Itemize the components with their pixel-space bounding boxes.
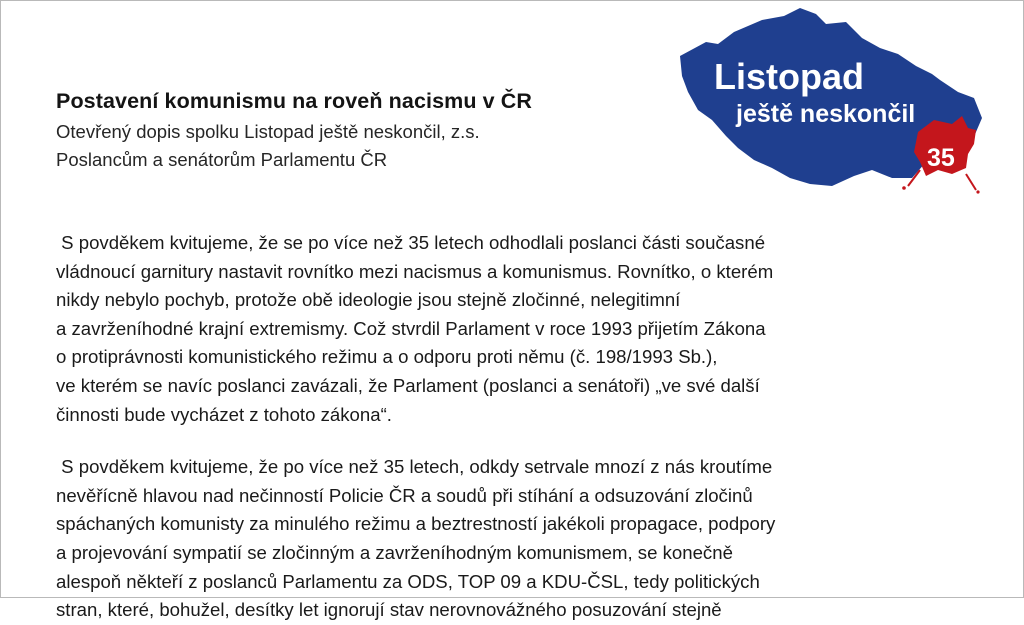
paragraph-2-line: alespoň někteří z poslanců Parlamentu za ODS, TOP 09 a KDU-ČSL, tedy politických [56, 570, 760, 592]
paragraph-1-line: vládnoucí garnitury nastavit rovnítko mezi nacismus a komunismus. Rovnítko, o kterém [56, 260, 774, 282]
logo-line-1: Listopad [714, 56, 864, 97]
logo-line-2: ještě neskončil [736, 100, 916, 128]
paragraph-gap [56, 429, 956, 453]
subtitle-line: Otevřený dopis spolku Listopad ještě neskončil, z.s. [56, 121, 480, 142]
subtitle-line: Poslancům a senátorům Parlamentu ČR [56, 149, 388, 170]
letter-body [56, 229, 956, 625]
page-title: Postavení komunismu na roveň nacismu v ČR [56, 89, 533, 113]
logo-badge-number: 35 [927, 144, 955, 172]
listopad-logo [676, 2, 986, 196]
paragraph-2-line: stran, které, bohužel, desítky let ignorují stav nerovnovážného posuzování stejně [56, 599, 722, 621]
paragraph-1-line: S povděkem kvitujeme, že se po více než 35 letech odhodlali poslanci části současné [56, 232, 766, 253]
paragraph-1-line: o protiprávnosti komunistického režimu a o odporu proti němu (č. 198/1993 Sb.), [56, 346, 718, 368]
paragraph-2-line: spáchaných komunisty za minulého režimu a beztrestností jakékoli propagace, podpory [56, 513, 776, 535]
paragraph-1-line: nikdy nebylo pochyb, protože obě ideologie jsou stejně zločinné, nelegitimní [56, 289, 681, 311]
paragraph-1-line: ve kterém se navíc poslanci zavázali, že Parlament (poslanci a senátoři) „ve své další [56, 374, 760, 396]
paragraph-2-line: a projevování sympatií se zločinným a zavrženíhodným komunismem, se konečně [56, 541, 733, 563]
paragraph-1-line: činnosti bude vycházet z tohoto zákona“. [56, 403, 392, 425]
paragraph-1-line: a zavrženíhodné krajní extremismy. Což stvrdil Parlament v roce 1993 přijetím Zákona [56, 317, 766, 339]
paragraph-2-line: nevěřícně hlavou nad nečinností Policie ČR a soudů při stíhání a odsuzování zločinů [56, 484, 753, 506]
paragraph-2-line: S povděkem kvitujeme, že po více než 35 letech, odkdy setrvale mnozí z nás kroutíme [56, 456, 773, 478]
